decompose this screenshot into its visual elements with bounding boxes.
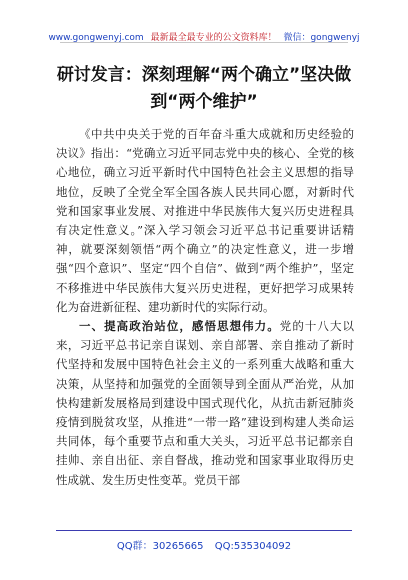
qq-number: QQ:535304092 — [214, 541, 292, 552]
site-url[interactable]: www.gongwenyj.com — [48, 33, 144, 43]
section-heading: 一、提高政治站位，感悟思想伟力。 — [79, 319, 280, 334]
document-body — [56, 125, 354, 490]
header-divider — [60, 42, 348, 43]
paragraph-section-1 — [56, 317, 354, 490]
page-footer — [0, 537, 408, 552]
document-title: 研讨发言：深刻理解“两个确立”坚决做到“两个维护” — [56, 65, 352, 112]
section-text: 党的十八大以来，习近平总书记亲自谋划、亲自部署、亲自推动了新时代坚持和发展中国特色社会主义的一系列重大战略和重大决策，从坚持和加强党的全面领导到全面从严治党，从加快构建新发展格局到建设中国式现代化，从抗击新冠肺炎疫情到脱贫攻坚，从推进“一带一路”建设到构建人类命运共同体，每个重要节点和重大关头，习近平总书记都亲自挂帅、亲自出征、亲自督战，推动党和国家事业取得历史性成就、发生历史性变革。党员干部 — [56, 319, 355, 487]
paragraph-intro: 《中共中央关于党的百年奋斗重大成就和历史经验的决议》指出：“党确立习近平同志党中央的核心、全党的核心地位，确立习近平新时代中国特色社会主义思想的指导地位，反映了全党全军全国各族人民共同心愿，对新时代党和国家事业发展、对推进中华民族伟大复兴历史进程具有决定性意义。”深入学习领会习近平总书记重要讲话精神，就要深刻领悟“两个确立”的决定性意义，进一步增强“四个意识”、坚定“四个自信”、做到“两个维护”，坚定不移推进中华民族伟大复兴历史进程，更好把学习成果转化为奋进新征程、建功新时代的实际行动。 — [56, 127, 354, 314]
wechat-id: 微信：gongwenyj — [283, 33, 360, 43]
qq-group: QQ群：30265665 — [116, 541, 204, 552]
header-slogan: 最新最全最专业的公文资料库！ — [150, 33, 277, 43]
footer-divider — [56, 530, 352, 531]
